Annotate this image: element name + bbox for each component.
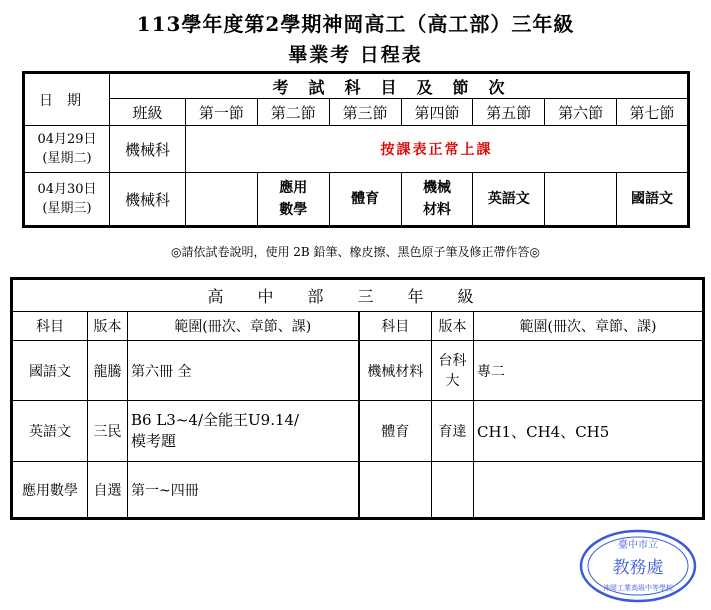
period-cell	[545, 173, 617, 227]
seal-bottom-text: 神岡工業高級中等學校	[603, 584, 673, 592]
date-cell	[24, 173, 110, 227]
subjects-header: 高中部三年級	[12, 279, 704, 312]
period-header: 第五節	[473, 99, 545, 126]
period-header: 第七節	[617, 99, 689, 126]
exam-header: 考試科目及節次	[110, 73, 689, 99]
period-cell	[257, 173, 329, 227]
col-version: 版本	[432, 312, 474, 341]
range-cell: 第六冊 全	[128, 341, 359, 401]
range-line: B6 L3~4/全能王U9.14/	[131, 411, 300, 429]
class-cell: 機械科	[110, 173, 186, 227]
version-cell: 自選	[88, 462, 128, 519]
col-subject: 科目	[359, 312, 432, 341]
version-cell: 育達	[432, 401, 474, 462]
range-cell: 專二	[474, 341, 704, 401]
range-line: 模考題	[131, 432, 177, 450]
normal-class-notice: 按課表正常上課	[186, 126, 689, 173]
weekday-text: (星期三)	[42, 201, 92, 216]
subjects-table	[10, 277, 705, 520]
period-cell: 國語文	[617, 173, 689, 227]
period-header: 第一節	[186, 99, 258, 126]
class-cell: 機械科	[110, 126, 186, 173]
col-range: 範圍(冊次、章節、課)	[128, 312, 359, 341]
page-title: 113學年度第2學期神岡高工（高工部）三年級	[136, 12, 575, 36]
subject-cell: 體育	[359, 401, 432, 462]
date-text: 04月30日	[37, 182, 97, 197]
class-header: 班級	[110, 99, 186, 126]
subject-cell: 應用數學	[12, 462, 88, 519]
subject-line: 材料	[422, 202, 451, 218]
col-range: 範圍(冊次、章節、課)	[474, 312, 704, 341]
period-cell	[401, 173, 473, 227]
period-header: 第三節	[329, 99, 401, 126]
period-cell: 體育	[329, 173, 401, 227]
period-cell	[186, 173, 258, 227]
version-cell: 龍騰	[88, 341, 128, 401]
period-cell: 英語文	[473, 173, 545, 227]
seal-top-text: 臺中市立	[618, 540, 658, 551]
version-line: 台科	[438, 352, 467, 369]
version-line: 大	[445, 372, 460, 389]
version-cell	[432, 462, 474, 519]
subject-cell: 國語文	[12, 341, 88, 401]
subject-line: 數學	[279, 202, 308, 218]
page-subtitle: 畢業考 日程表	[288, 44, 423, 66]
range-cell	[474, 462, 704, 519]
date-text: 04月29日	[37, 132, 97, 147]
seal-center-text: 教務處	[612, 558, 664, 578]
weekday-text: (星期二)	[42, 151, 92, 166]
period-header: 第六節	[545, 99, 617, 126]
range-cell: CH1、CH4、CH5	[474, 401, 704, 462]
col-version: 版本	[88, 312, 128, 341]
period-header: 第四節	[401, 99, 473, 126]
subject-cell: 機械材料	[359, 341, 432, 401]
subject-cell: 英語文	[12, 401, 88, 462]
range-cell	[128, 401, 359, 462]
schedule-table	[22, 71, 690, 228]
range-cell: 第一~四冊	[128, 462, 359, 519]
answer-instructions: ◎請依試卷說明，使用 2B 鉛筆、橡皮擦、黑色原子筆及修正帶作答◎	[170, 245, 541, 259]
date-cell	[24, 126, 110, 173]
subject-line: 應用	[279, 180, 308, 196]
subject-line: 機械	[422, 180, 451, 196]
academic-affairs-seal	[578, 528, 698, 604]
subject-cell	[359, 462, 432, 519]
period-header: 第二節	[257, 99, 329, 126]
col-subject: 科目	[12, 312, 88, 341]
version-cell: 三民	[88, 401, 128, 462]
date-header: 日期	[24, 73, 110, 126]
version-cell	[432, 341, 474, 401]
